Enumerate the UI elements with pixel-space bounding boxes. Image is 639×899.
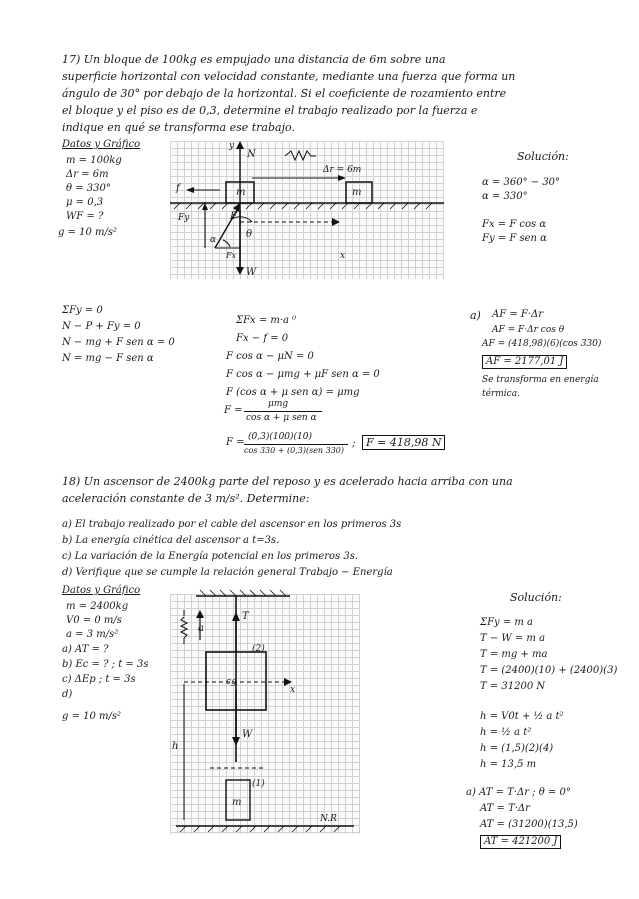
problem-18-work-result: AT = 421200 J bbox=[480, 835, 561, 849]
problem-18-data-mass: m = 2400kg bbox=[66, 601, 129, 612]
problem-17-eq-y-3: N − mg + F sen α = 0 bbox=[62, 337, 175, 348]
problem-18-question-b: b) La energía cinética del ascensor a t=3s. bbox=[62, 535, 280, 546]
problem-18-label-one: (1) bbox=[252, 779, 265, 789]
problem-17-label-f: f bbox=[176, 183, 180, 194]
problem-17-eq-x-6-lhs: F = bbox=[224, 405, 243, 416]
problem-17-label-f-force: F bbox=[230, 211, 237, 222]
problem-18-data-title: Datos y Gráfico bbox=[62, 585, 141, 596]
problem-17-label-m: m bbox=[236, 187, 246, 198]
problem-17-eq-x-3: F cos α − μN = 0 bbox=[226, 351, 314, 362]
problem-18-sum-f-2: T − W = m a bbox=[480, 633, 546, 644]
problem-18-work-eq-1: a) AT = T·Δr ; θ = 0° bbox=[466, 787, 571, 798]
problem-17-part-a-label: a) bbox=[470, 309, 481, 322]
problem-17-statement-line-1: 17) Un bloque de 100kg es empujado una distancia de 6m sobre una bbox=[62, 53, 446, 66]
problem-17-final-denominator: cos 330 + (0,3)(sen 330) bbox=[244, 446, 345, 455]
problem-18-data-v0: V0 = 0 m/s bbox=[66, 615, 122, 626]
problem-17-component-fy: Fy = F sen α bbox=[482, 233, 547, 244]
problem-18-data-b: b) Ec = ? ; t = 3s bbox=[62, 659, 149, 670]
problem-17-label-delta-r: Δr = 6m bbox=[323, 165, 362, 175]
problem-17-eq-y-4: N = mg − F sen α bbox=[62, 353, 154, 364]
problem-18-sum-f-3: T = mg + ma bbox=[480, 649, 548, 660]
problem-17-eq-y-2: N − P + Fy = 0 bbox=[62, 321, 141, 332]
problem-17-statement-line-4: el bloque y el piso es de 0,3, determine el trabajo realizado por la fuerza e bbox=[62, 104, 478, 117]
problem-18-h-eq-2: h = ½ a t² bbox=[480, 727, 532, 738]
problem-17-data-gravity: g = 10 m/s² bbox=[58, 227, 118, 238]
problem-18-solution-title: Solución: bbox=[510, 591, 562, 604]
problem-18-work-eq-2: AT = T·Δr bbox=[480, 803, 530, 814]
problem-17-statement-line-5: indique en qué se transforma ese trabajo. bbox=[62, 121, 295, 134]
problem-17-eq-x-4: F cos α − μmg + μF sen α = 0 bbox=[226, 369, 380, 380]
problem-18-data-a: a) AT = ? bbox=[62, 644, 109, 655]
problem-17-formula-numerator: μmg bbox=[268, 399, 289, 409]
problem-18-sum-f-5: T = 31200 N bbox=[480, 681, 546, 692]
problem-17-label-y: y bbox=[229, 141, 235, 151]
problem-17-eq-x-5: F (cos α + μ sen α) = μmg bbox=[226, 387, 360, 398]
problem-18-sum-f-4: T = (2400)(10) + (2400)(3) bbox=[480, 665, 618, 676]
problem-18-label-t: T bbox=[242, 611, 249, 622]
problem-18-statement-line-2: aceleración constante de 3 m/s². Determine: bbox=[62, 492, 310, 505]
problem-17-label-alpha: α bbox=[210, 235, 217, 245]
problem-18-data-c: c) ΔEp ; t = 3s bbox=[62, 674, 136, 685]
problem-17-transform-note-2: térmica. bbox=[482, 389, 520, 399]
problem-17-work-eq-3: AF = (418,98)(6)(cos 330) bbox=[482, 339, 602, 349]
problem-17-final-numerator: (0,3)(100)(10) bbox=[248, 432, 313, 442]
problem-17-statement-line-2: superficie horizontal con velocidad constante, mediante una fuerza que forma un bbox=[62, 70, 516, 83]
problem-18-work-eq-3: AT = (31200)(13,5) bbox=[480, 819, 578, 830]
problem-17-data-title: Datos y Gráfico bbox=[62, 139, 141, 150]
problem-18-label-reference: N.R bbox=[320, 814, 337, 824]
problem-17-label-fx: Fx bbox=[226, 251, 237, 260]
problem-17-angle-line-1: α = 360° − 30° bbox=[482, 177, 561, 188]
problem-17-label-w: W bbox=[246, 267, 257, 278]
problem-17-label-fy: Fy bbox=[178, 213, 190, 223]
problem-17-label-n: N bbox=[247, 149, 256, 160]
problem-17-transform-note-1: Se transforma en energía bbox=[482, 375, 599, 385]
problem-17-statement-line-3: ángulo de 30° por debajo de la horizontal. Si el coeficiente de rozamiento entre bbox=[62, 87, 507, 100]
problem-18-statement-line-1: 18) Un ascensor de 2400kg parte del reposo y es acelerado hacia arriba con una bbox=[62, 475, 513, 488]
problem-17-data-distance: Δr = 6m bbox=[66, 169, 109, 180]
problem-17-data-mass: m = 100kg bbox=[66, 155, 122, 166]
problem-17-data-mu: μ = 0,3 bbox=[66, 197, 104, 208]
problem-18-label-w: W bbox=[242, 729, 253, 740]
problem-18-label-x: x bbox=[290, 685, 296, 695]
problem-17-formula-denominator: cos α + μ sen α bbox=[246, 413, 317, 423]
problem-18-data-gravity: g = 10 m/s² bbox=[62, 711, 122, 722]
problem-18-data-accel: a = 3 m/s² bbox=[66, 629, 119, 640]
problem-18-question-d: d) Verifique que se cumple la relación general Trabajo − Energía bbox=[62, 567, 393, 578]
problem-18-label-cg: cg bbox=[226, 677, 237, 687]
problem-17-label-m-2: m bbox=[352, 187, 362, 198]
problem-17-final-lhs: F = bbox=[226, 437, 245, 448]
problem-17-component-fx: Fx = F cos α bbox=[482, 219, 547, 230]
problem-17-work-eq-2: AF = F·Δr cos θ bbox=[492, 325, 565, 335]
problem-18-question-c: c) La variación de la Energía potencial en los primeros 3s. bbox=[62, 551, 359, 562]
problem-17-data-work: WF = ? bbox=[66, 211, 104, 222]
problem-17-work-result: AF = 2177,01 J bbox=[482, 355, 567, 369]
problem-17-label-theta: θ bbox=[246, 229, 253, 240]
problem-18-h-eq-1: h = V0t + ½ a t² bbox=[480, 711, 564, 722]
problem-17-label-x: x bbox=[340, 251, 346, 261]
problem-18-label-two: (2) bbox=[252, 644, 265, 654]
problem-18-label-a: a bbox=[198, 623, 204, 634]
problem-18-h-eq-4: h = 13,5 m bbox=[480, 759, 537, 770]
problem-17-solution-title: Solución: bbox=[517, 150, 569, 163]
problem-17-work-eq-1: AF = F·Δr bbox=[492, 309, 544, 320]
problem-17-final-result: F = 418,98 N bbox=[362, 435, 445, 450]
problem-17-eq-x-2: Fx − f = 0 bbox=[236, 333, 289, 344]
problem-18-h-eq-3: h = (1,5)(2)(4) bbox=[480, 743, 554, 754]
problem-17-data-angle: θ = 330° bbox=[66, 183, 111, 194]
problem-17-eq-y-1: ΣFy = 0 bbox=[62, 305, 103, 316]
problem-17-angle-line-2: α = 330° bbox=[482, 191, 528, 202]
problem-17-final-separator: ; bbox=[352, 438, 356, 449]
problem-18-label-m: m bbox=[232, 797, 242, 808]
problem-18-label-h: h bbox=[172, 741, 179, 752]
problem-17-eq-x-1: ΣFx = m·a ⁰ bbox=[236, 315, 297, 326]
problem-18-data-d: d) bbox=[62, 689, 73, 700]
problem-18-sum-f-1: ΣFy = m a bbox=[480, 617, 534, 628]
problem-18-question-a: a) El trabajo realizado por el cable del ascensor en los primeros 3s bbox=[62, 519, 402, 530]
